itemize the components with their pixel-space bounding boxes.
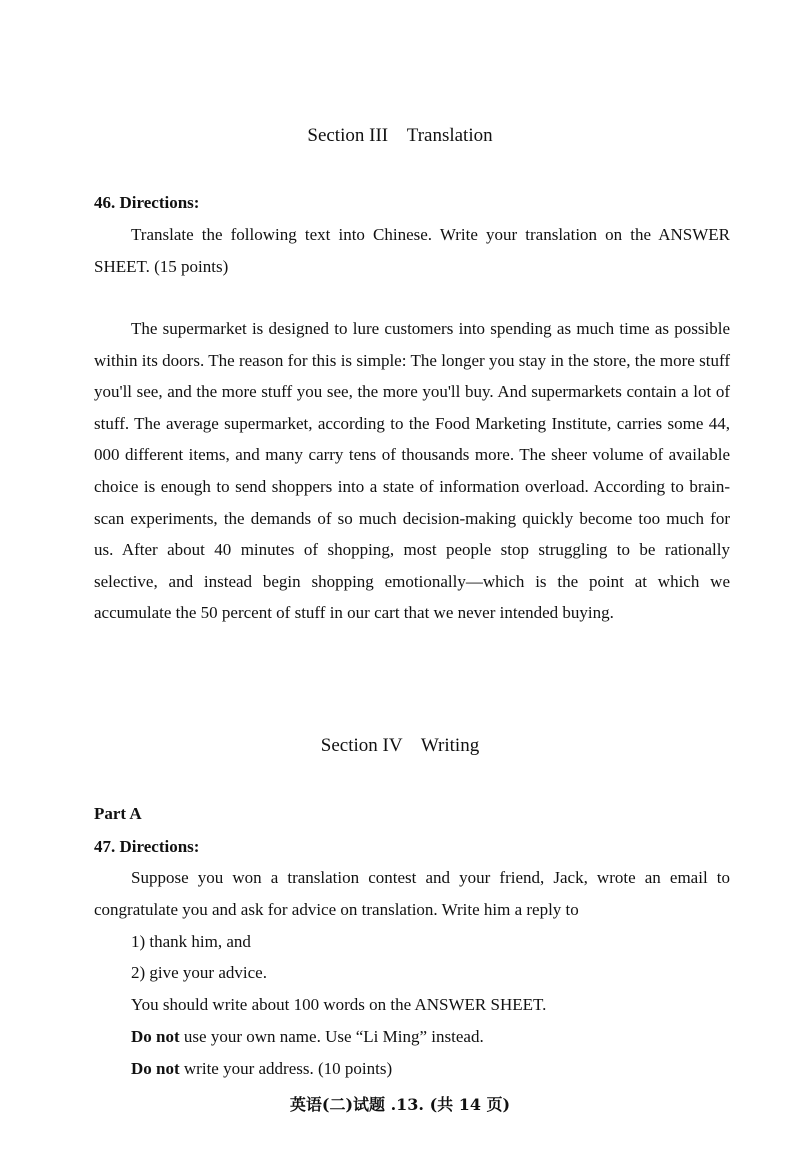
question-46-instruction: Translate the following text into Chinese. Write your translation on the ANSWER SHEET. (15 points) — [94, 225, 730, 276]
name-note — [131, 1026, 484, 1048]
part-a-heading: Part A — [94, 804, 142, 823]
question-46-heading: 46. Directions: — [94, 193, 200, 212]
address-note-emphasis: Do not — [131, 1059, 180, 1078]
name-note-text: use your own name. Use “Li Ming” instead. — [179, 1027, 484, 1046]
word-count-note: You should write about 100 words on the ANSWER SHEET. — [131, 995, 547, 1014]
address-note-text: write your address. (10 points) — [179, 1059, 393, 1078]
section-4-title: Section IV Writing — [320, 735, 480, 756]
question-47-instruction: Suppose you won a translation contest and your friend, Jack, wrote an email to congratulate you and ask for advice on translation. Write him a reply to — [94, 868, 730, 919]
name-note-emphasis: Do not — [131, 1027, 180, 1046]
question-47-heading: 47. Directions: — [94, 837, 200, 856]
list-item-thank: 1) thank him, and — [131, 932, 251, 951]
section-3-title: Section III Translation — [307, 125, 493, 146]
translation-passage: The supermarket is designed to lure customers into spending as much time as possible within its doors. The reason for this is simple: The longer you stay in the store, the more stuff you'll see, and the more stuff you see, the more you'll buy. And supermarkets contain a lot of stuff. The average supermarket, according to the Food Marketing Institute, carries some 44, 000 different items, and many carry tens of thousands more. The sheer volume of available choice is enough to send shoppers into a state of information overload. According to brain-scan experiments, the demands of so much decision-making quickly become too much for us. After about 40 minutes of shopping, most people stop struggling to be rationally selective, and instead begin shopping emotionally—which is the point at which we accumulate the 50 percent of stuff in our cart that we never intended buying. — [94, 319, 730, 623]
page-footer: 英语(二)试题 .13. (共 14 页) — [289, 1095, 511, 1114]
address-note — [131, 1058, 392, 1080]
list-item-advice: 2) give your advice. — [131, 963, 267, 982]
